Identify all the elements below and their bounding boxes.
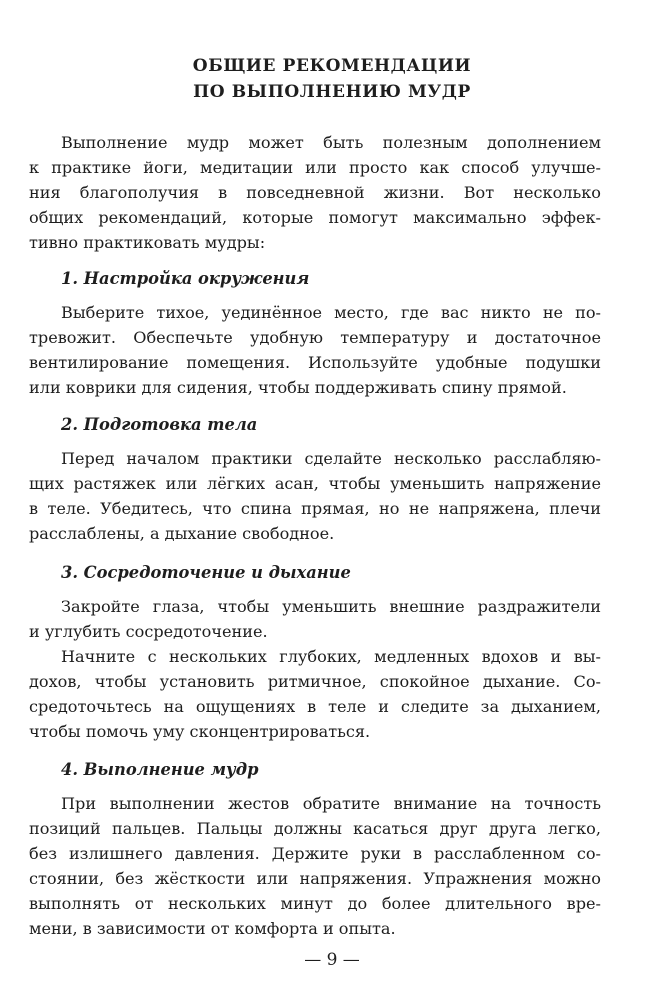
page-title-line-2: ПО ВЫПОЛНЕНИЮ МУДР — [193, 82, 471, 102]
paragraph-line: Перед началом практики сделайте несколько расслабляю- — [61, 449, 601, 468]
paragraph-line: Выберите тихое, уединённое место, где вас никто не по- — [61, 303, 601, 322]
paragraph-line: позиций пальцев. Пальцы должны касаться друг друга легко, — [29, 819, 601, 838]
page-number: — 9 — — [304, 950, 360, 970]
paragraph-line: без излишнего давления. Держите руки в расслабленном со- — [29, 844, 601, 863]
paragraph-line: щих растяжек или лёгких асан, чтобы уменьшить напряжение — [29, 474, 601, 493]
section-heading-focus-breathing: 3. Сосредоточение и дыхание — [61, 563, 351, 582]
paragraph-line: расслаблены, а дыхание свободное. — [29, 524, 335, 543]
paragraph-line: и углубить сосредоточение. — [29, 622, 268, 641]
paragraph-line: стоянии, без жёсткости или напряжения. Упражнения можно — [29, 869, 601, 888]
paragraph-line: дохов, чтобы установить ритмичное, спокойное дыхание. Со- — [29, 672, 601, 691]
intro-line: общих рекомендаций, которые помогут максимально эффек- — [29, 208, 601, 227]
paragraph-line: Закройте глаза, чтобы уменьшить внешние раздражители — [61, 597, 601, 616]
paragraph-line: средоточьтесь на ощущениях в теле и следите за дыханием, — [29, 697, 601, 716]
intro-line: ния благополучия в повседневной жизни. Вот несколько — [29, 183, 601, 202]
paragraph-line: или коврики для сидения, чтобы поддерживать спину прямой. — [29, 378, 567, 397]
paragraph-line: чтобы помочь уму сконцентрироваться. — [29, 722, 371, 741]
paragraph-line: в теле. Убедитесь, что спина прямая, но не напряжена, плечи — [29, 499, 601, 518]
paragraph-line: выполнять от нескольких минут до более длительного вре- — [29, 894, 601, 913]
intro-line: к практике йоги, медитации или просто как способ улучше- — [29, 158, 601, 177]
section-heading-body-prep: 2. Подготовка тела — [61, 415, 258, 434]
intro-line: Выполнение мудр может быть полезным дополнением — [61, 133, 601, 152]
paragraph-line: Начните с нескольких глубоких, медленных вдохов и вы- — [61, 647, 601, 666]
section-heading-performing-mudras: 4. Выполнение мудр — [61, 760, 259, 779]
paragraph-line: мени, в зависимости от комфорта и опыта. — [29, 919, 396, 938]
paragraph-line: вентилирование помещения. Используйте удобные подушки — [29, 353, 601, 372]
section-heading-environment: 1. Настройка окружения — [61, 269, 310, 288]
paragraph-line: тревожит. Обеспечьте удобную температуру и достаточное — [29, 328, 601, 347]
paragraph-line: При выполнении жестов обратите внимание на точность — [61, 794, 601, 813]
intro-line: тивно практиковать мудры: — [29, 233, 266, 252]
page-title-line-1: ОБЩИЕ РЕКОМЕНДАЦИИ — [192, 56, 472, 76]
